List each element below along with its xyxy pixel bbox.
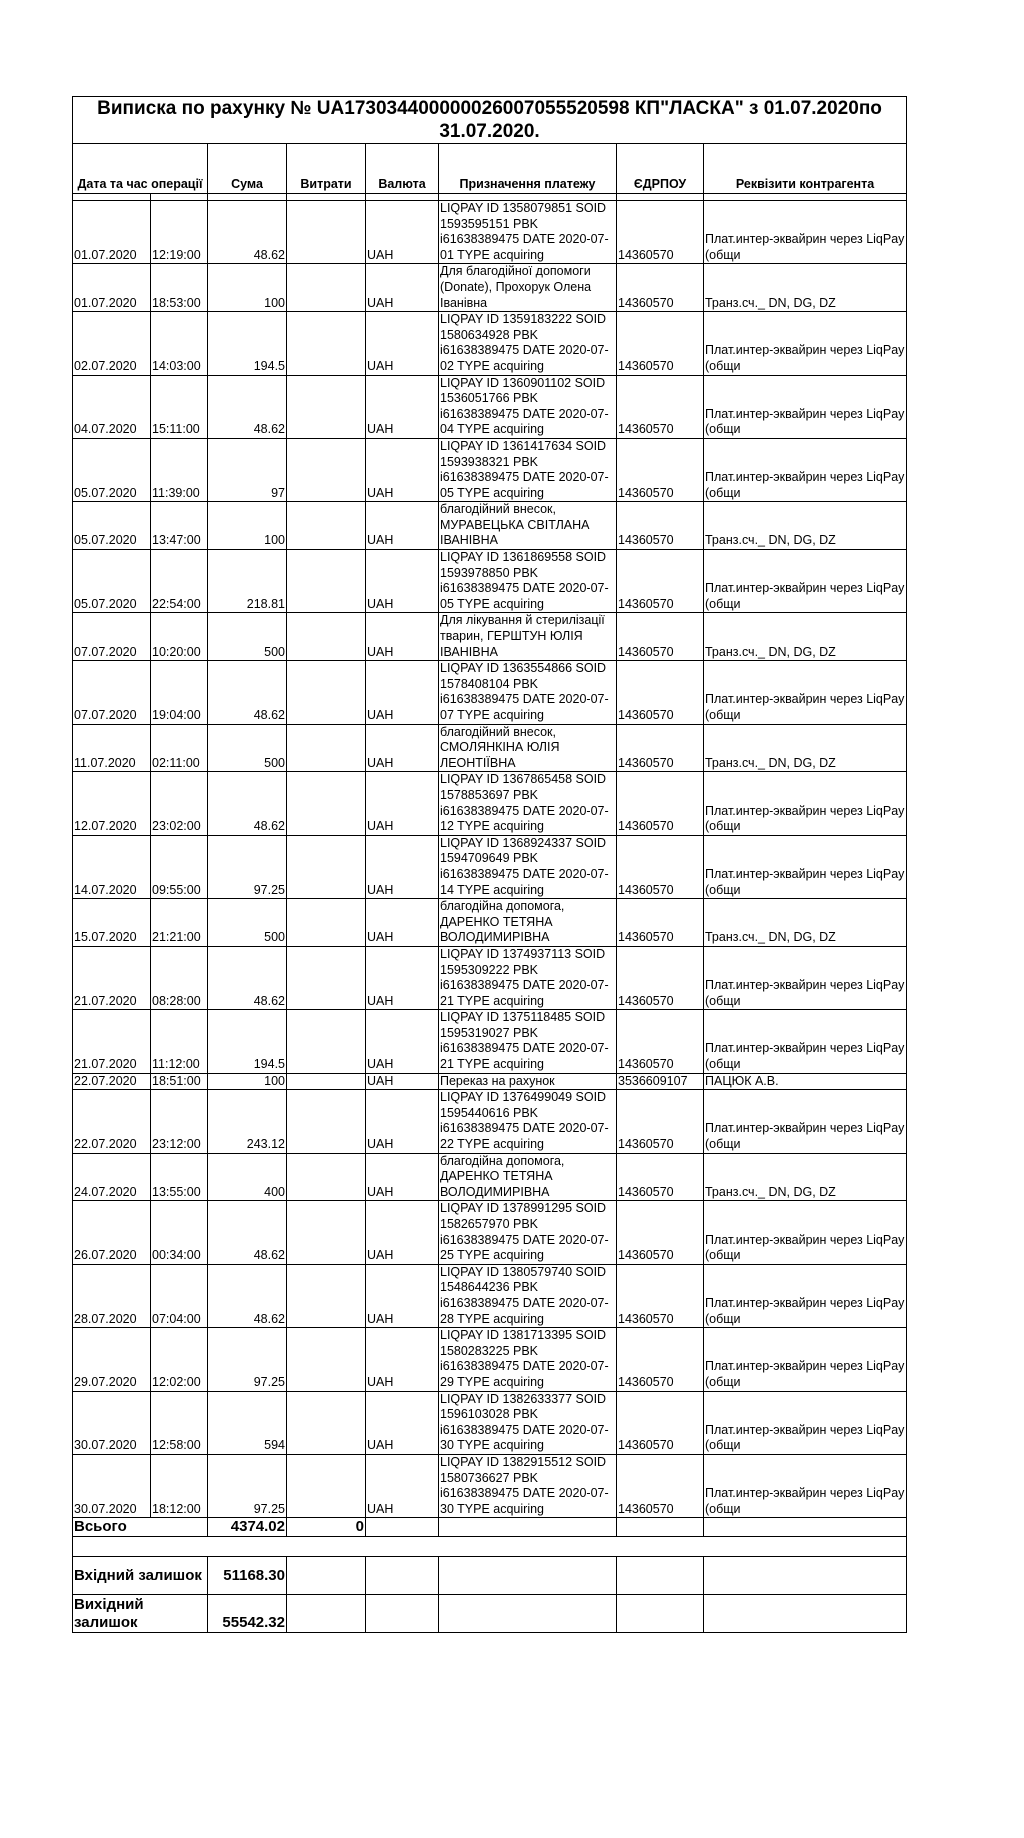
time-cell: 18:53:00 [151,264,208,312]
amount-cell: 97.25 [208,1454,287,1517]
time-cell: 11:12:00 [151,1010,208,1073]
purpose-cell: LIQPAY ID 1360901102 SOID 1536051766 PBK i61638389475 DATE 2020-07-04 TYPE acquiring [439,375,617,438]
time-cell: 12:58:00 [151,1391,208,1454]
opening-balance-amount: 51168.30 [208,1557,287,1595]
total-amount: 4374.02 [208,1518,287,1537]
time-cell: 23:12:00 [151,1090,208,1153]
edrpou-cell: 14360570 [617,613,704,661]
date-cell: 21.07.2020 [73,1010,151,1073]
purpose-cell: Для лікування й стерилізації тварин, ГЕРШТУН ЮЛІЯ ІВАНІВНА [439,613,617,661]
header-row [73,144,907,194]
date-cell: 26.07.2020 [73,1201,151,1264]
purpose-cell: LIQPAY ID 1374937113 SOID 1595309222 PBK i61638389475 DATE 2020-07-21 TYPE acquiring [439,946,617,1009]
counterparty-cell: Транз.сч._ DN, DG, DZ [704,264,907,312]
expenses-cell [287,201,366,264]
table-row [73,438,907,501]
edrpou-cell: 14360570 [617,1090,704,1153]
purpose-cell: LIQPAY ID 1363554866 SOID 1578408104 PBK i61638389475 DATE 2020-07-07 TYPE acquiring [439,661,617,724]
currency-cell: UAH [366,502,439,550]
time-cell: 02:11:00 [151,724,208,772]
amount-cell: 97.25 [208,1328,287,1391]
counterparty-cell: Плат.интер-эквайрин через LiqPay (общи [704,438,907,501]
amount-cell: 48.62 [208,661,287,724]
edrpou-cell: 14360570 [617,438,704,501]
expenses-cell [287,772,366,835]
time-cell: 07:04:00 [151,1264,208,1327]
amount-cell: 194.5 [208,312,287,375]
purpose-cell: LIQPAY ID 1382915512 SOID 1580736627 PBK i61638389475 DATE 2020-07-30 TYPE acquiring [439,1454,617,1517]
counterparty-cell: Плат.интер-эквайрин через LiqPay (общи [704,550,907,613]
counterparty-cell: Плат.интер-эквайрин через LiqPay (общи [704,201,907,264]
time-cell: 19:04:00 [151,661,208,724]
time-cell: 10:20:00 [151,613,208,661]
date-cell: 11.07.2020 [73,724,151,772]
table-row [73,1090,907,1153]
time-cell: 18:51:00 [151,1073,208,1090]
header-edrpou: ЄДРПОУ [617,144,704,194]
currency-cell: UAH [366,835,439,898]
edrpou-cell: 14360570 [617,201,704,264]
table-row [73,201,907,264]
opening-balance-row [73,1557,907,1595]
date-cell: 07.07.2020 [73,613,151,661]
amount-cell: 48.62 [208,946,287,1009]
expenses-cell [287,438,366,501]
edrpou-cell: 14360570 [617,1391,704,1454]
date-cell: 22.07.2020 [73,1090,151,1153]
date-cell: 30.07.2020 [73,1454,151,1517]
table-row [73,724,907,772]
purpose-cell: Для благодійної допомоги (Donate), Прохорук Олена Іванівна [439,264,617,312]
currency-cell: UAH [366,899,439,947]
purpose-cell: благодійна допомога, ДАРЕНКО ТЕТЯНА ВОЛОДИМИРІВНА [439,1153,617,1201]
counterparty-cell: Плат.интер-эквайрин через LiqPay (общи [704,1264,907,1327]
table-row [73,550,907,613]
time-cell: 13:55:00 [151,1153,208,1201]
closing-balance-amount: 55542.32 [208,1595,287,1633]
amount-cell: 100 [208,264,287,312]
table-row [73,264,907,312]
expenses-cell [287,946,366,1009]
time-cell: 00:34:00 [151,1201,208,1264]
counterparty-cell: Транз.сч._ DN, DG, DZ [704,724,907,772]
counterparty-cell: Плат.интер-эквайрин через LiqPay (общи [704,1010,907,1073]
time-cell: 21:21:00 [151,899,208,947]
currency-cell: UAH [366,312,439,375]
amount-cell: 97 [208,438,287,501]
currency-cell: UAH [366,201,439,264]
amount-cell: 500 [208,724,287,772]
table-row [73,613,907,661]
date-cell: 21.07.2020 [73,946,151,1009]
edrpou-cell: 14360570 [617,1201,704,1264]
currency-cell: UAH [366,1454,439,1517]
expenses-cell [287,264,366,312]
date-cell: 01.07.2020 [73,264,151,312]
purpose-cell: LIQPAY ID 1367865458 SOID 1578853697 PBK i61638389475 DATE 2020-07-12 TYPE acquiring [439,772,617,835]
edrpou-cell: 14360570 [617,946,704,1009]
date-cell: 05.07.2020 [73,502,151,550]
header-amount: Сума [208,144,287,194]
amount-cell: 100 [208,502,287,550]
edrpou-cell: 14360570 [617,724,704,772]
currency-cell: UAH [366,946,439,1009]
expenses-cell [287,1010,366,1073]
purpose-cell: LIQPAY ID 1368924337 SOID 1594709649 PBK i61638389475 DATE 2020-07-14 TYPE acquiring [439,835,617,898]
counterparty-cell: Транз.сч._ DN, DG, DZ [704,613,907,661]
time-cell: 18:12:00 [151,1454,208,1517]
date-cell: 04.07.2020 [73,375,151,438]
currency-cell: UAH [366,613,439,661]
edrpou-cell: 14360570 [617,312,704,375]
total-expenses: 0 [287,1518,366,1537]
currency-cell: UAH [366,1010,439,1073]
currency-cell: UAH [366,1328,439,1391]
amount-cell: 218.81 [208,550,287,613]
currency-cell: UAH [366,661,439,724]
expenses-cell [287,375,366,438]
date-cell: 30.07.2020 [73,1391,151,1454]
currency-cell: UAH [366,724,439,772]
purpose-cell: LIQPAY ID 1375118485 SOID 1595319027 PBK i61638389475 DATE 2020-07-21 TYPE acquiring [439,1010,617,1073]
expenses-cell [287,312,366,375]
time-cell: 09:55:00 [151,835,208,898]
date-cell: 02.07.2020 [73,312,151,375]
expenses-cell [287,502,366,550]
table-row [73,899,907,947]
counterparty-cell: Плат.интер-эквайрин через LiqPay (общи [704,1090,907,1153]
time-cell: 12:19:00 [151,201,208,264]
closing-balance-row [73,1595,907,1633]
expenses-cell [287,1391,366,1454]
edrpou-cell: 3536609107 [617,1073,704,1090]
currency-cell: UAH [366,1201,439,1264]
header-counterparty: Реквізити контрагента [704,144,907,194]
expenses-cell [287,1201,366,1264]
amount-cell: 48.62 [208,201,287,264]
date-cell: 22.07.2020 [73,1073,151,1090]
purpose-cell: LIQPAY ID 1380579740 SOID 1548644236 PBK i61638389475 DATE 2020-07-28 TYPE acquiring [439,1264,617,1327]
currency-cell: UAH [366,1153,439,1201]
table-row [73,1073,907,1090]
spacer-row [73,194,907,201]
counterparty-cell: Плат.интер-эквайрин через LiqPay (общи [704,375,907,438]
purpose-cell: LIQPAY ID 1381713395 SOID 1580283225 PBK i61638389475 DATE 2020-07-29 TYPE acquiring [439,1328,617,1391]
table-row [73,1010,907,1073]
currency-cell: UAH [366,264,439,312]
amount-cell: 400 [208,1153,287,1201]
date-cell: 05.07.2020 [73,550,151,613]
counterparty-cell: Плат.интер-эквайрин через LiqPay (общи [704,835,907,898]
expenses-cell [287,835,366,898]
edrpou-cell: 14360570 [617,1264,704,1327]
currency-cell: UAH [366,1264,439,1327]
counterparty-cell: Плат.интер-эквайрин через LiqPay (общи [704,661,907,724]
counterparty-cell: Плат.интер-эквайрин через LiqPay (общи [704,946,907,1009]
edrpou-cell: 14360570 [617,899,704,947]
spacer-row [73,1537,907,1557]
date-cell: 14.07.2020 [73,835,151,898]
table-row [73,1264,907,1327]
purpose-cell: LIQPAY ID 1359183222 SOID 1580634928 PBK i61638389475 DATE 2020-07-02 TYPE acquiring [439,312,617,375]
statement-title: Виписка по рахунку № UA173034400000026007055520598 КП"ЛАСКА" з 01.07.2020по 31.07.2020. [73,97,907,144]
date-cell: 12.07.2020 [73,772,151,835]
header-expenses: Витрати [287,144,366,194]
edrpou-cell: 14360570 [617,835,704,898]
currency-cell: UAH [366,772,439,835]
table-row [73,772,907,835]
time-cell: 08:28:00 [151,946,208,1009]
expenses-cell [287,1090,366,1153]
total-row [73,1518,907,1537]
time-cell: 22:54:00 [151,550,208,613]
currency-cell: UAH [366,375,439,438]
counterparty-cell: Плат.интер-эквайрин через LiqPay (общи [704,1454,907,1517]
expenses-cell [287,613,366,661]
expenses-cell [287,1264,366,1327]
time-cell: 11:39:00 [151,438,208,501]
table-row [73,312,907,375]
time-cell: 15:11:00 [151,375,208,438]
table-row [73,1328,907,1391]
amount-cell: 48.62 [208,772,287,835]
transaction-rows [73,201,907,1518]
date-cell: 01.07.2020 [73,201,151,264]
amount-cell: 97.25 [208,835,287,898]
counterparty-cell: Плат.интер-эквайрин через LiqPay (общи [704,312,907,375]
currency-cell: UAH [366,550,439,613]
expenses-cell [287,1153,366,1201]
amount-cell: 100 [208,1073,287,1090]
time-cell: 13:47:00 [151,502,208,550]
purpose-cell: благодійний внесок, МУРАВЕЦЬКА СВІТЛАНА ІВАНІВНА [439,502,617,550]
edrpou-cell: 14360570 [617,1454,704,1517]
counterparty-cell: ПАЦЮК А.В. [704,1073,907,1090]
edrpou-cell: 14360570 [617,1153,704,1201]
date-cell: 24.07.2020 [73,1153,151,1201]
table-row [73,1201,907,1264]
header-datetime: Дата та час операції [73,144,208,194]
date-cell: 29.07.2020 [73,1328,151,1391]
edrpou-cell: 14360570 [617,550,704,613]
date-cell: 05.07.2020 [73,438,151,501]
table-row [73,946,907,1009]
counterparty-cell: Плат.интер-эквайрин через LiqPay (общи [704,1391,907,1454]
amount-cell: 243.12 [208,1090,287,1153]
edrpou-cell: 14360570 [617,1010,704,1073]
expenses-cell [287,724,366,772]
amount-cell: 500 [208,899,287,947]
amount-cell: 594 [208,1391,287,1454]
purpose-cell: благодійна допомога, ДАРЕНКО ТЕТЯНА ВОЛОДИМИРІВНА [439,899,617,947]
total-label: Всього [73,1518,208,1537]
currency-cell: UAH [366,1090,439,1153]
currency-cell: UAH [366,1391,439,1454]
amount-cell: 48.62 [208,1201,287,1264]
counterparty-cell: Плат.интер-эквайрин через LiqPay (общи [704,1328,907,1391]
purpose-cell: LIQPAY ID 1361417634 SOID 1593938321 PBK i61638389475 DATE 2020-07-05 TYPE acquiring [439,438,617,501]
currency-cell: UAH [366,438,439,501]
amount-cell: 194.5 [208,1010,287,1073]
currency-cell: UAH [366,1073,439,1090]
counterparty-cell: Транз.сч._ DN, DG, DZ [704,502,907,550]
purpose-cell: LIQPAY ID 1358079851 SOID 1593595151 PBK i61638389475 DATE 2020-07-01 TYPE acquiring [439,201,617,264]
counterparty-cell: Транз.сч._ DN, DG, DZ [704,1153,907,1201]
opening-balance-label: Вхідний залишок [73,1557,208,1595]
expenses-cell [287,1454,366,1517]
counterparty-cell: Плат.интер-эквайрин через LiqPay (общи [704,772,907,835]
edrpou-cell: 14360570 [617,661,704,724]
edrpou-cell: 14360570 [617,502,704,550]
purpose-cell: LIQPAY ID 1378991295 SOID 1582657970 PBK i61638389475 DATE 2020-07-25 TYPE acquiring [439,1201,617,1264]
expenses-cell [287,1073,366,1090]
edrpou-cell: 14360570 [617,264,704,312]
time-cell: 23:02:00 [151,772,208,835]
expenses-cell [287,661,366,724]
edrpou-cell: 14360570 [617,1328,704,1391]
counterparty-cell: Плат.интер-эквайрин через LiqPay (общи [704,1201,907,1264]
closing-balance-label: Вихідний залишок [73,1595,208,1633]
header-purpose: Призначення платежу [439,144,617,194]
purpose-cell: LIQPAY ID 1382633377 SOID 1596103028 PBK i61638389475 DATE 2020-07-30 TYPE acquiring [439,1391,617,1454]
table-row [73,1391,907,1454]
amount-cell: 500 [208,613,287,661]
edrpou-cell: 14360570 [617,772,704,835]
table-row [73,661,907,724]
table-row [73,502,907,550]
purpose-cell: LIQPAY ID 1361869558 SOID 1593978850 PBK i61638389475 DATE 2020-07-05 TYPE acquiring [439,550,617,613]
table-row [73,1153,907,1201]
amount-cell: 48.62 [208,375,287,438]
time-cell: 14:03:00 [151,312,208,375]
edrpou-cell: 14360570 [617,375,704,438]
expenses-cell [287,550,366,613]
date-cell: 28.07.2020 [73,1264,151,1327]
purpose-cell: Переказ на рахунок [439,1073,617,1090]
date-cell: 15.07.2020 [73,899,151,947]
time-cell: 12:02:00 [151,1328,208,1391]
purpose-cell: LIQPAY ID 1376499049 SOID 1595440616 PBK i61638389475 DATE 2020-07-22 TYPE acquiring [439,1090,617,1153]
date-cell: 07.07.2020 [73,661,151,724]
table-row [73,375,907,438]
table-row [73,835,907,898]
expenses-cell [287,1328,366,1391]
counterparty-cell: Транз.сч._ DN, DG, DZ [704,899,907,947]
purpose-cell: благодійний внесок, СМОЛЯНКІНА ЮЛІЯ ЛЕОНТІЇВНА [439,724,617,772]
amount-cell: 48.62 [208,1264,287,1327]
header-currency: Валюта [366,144,439,194]
expenses-cell [287,899,366,947]
account-statement-table [72,96,907,1633]
table-row [73,1454,907,1517]
